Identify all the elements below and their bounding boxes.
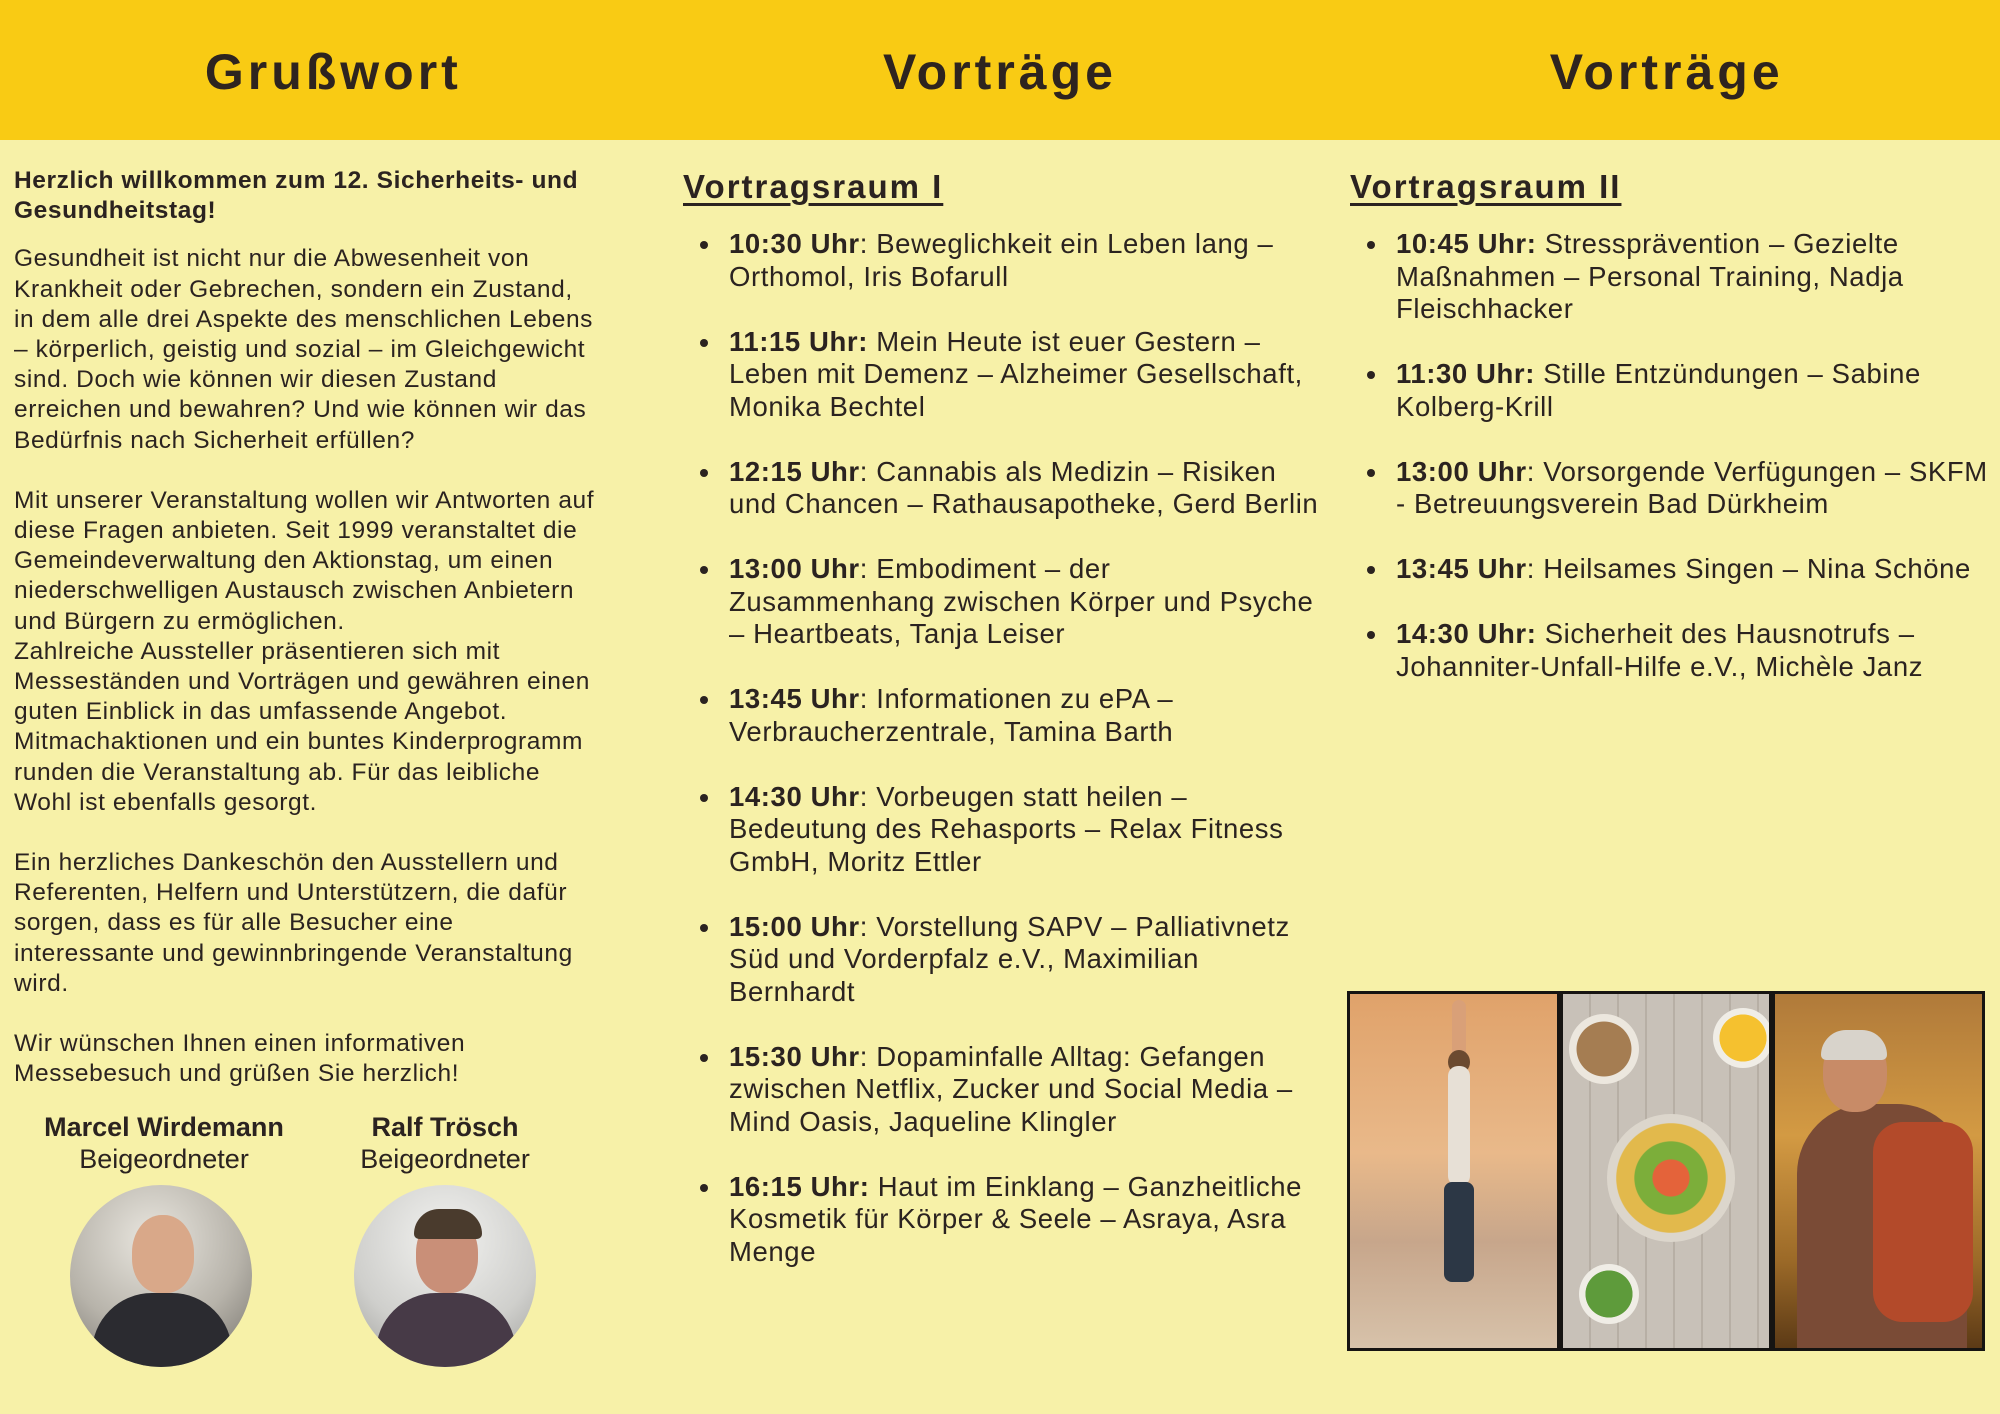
- talk-description: Sicherheit des Hausnotrufs – Johanniter-Unfall-Hilfe e.V., Michèle Janz: [1396, 618, 1924, 682]
- talk-description: Mein Heute ist euer Gestern – Leben mit Demenz – Alzheimer Gesellschaft, Monika Bechtel: [729, 325, 1303, 422]
- talk-item: [683, 326, 1323, 424]
- talk-description: : Dopaminfalle Alltag: Gefangen zwischen Netflix, Zucker und Social Media – Mind Oasis, Jaqueline Klingler: [729, 1040, 1293, 1137]
- talk-time: 10:30 Uhr: [729, 228, 860, 259]
- photo-collage: [1347, 991, 1985, 1351]
- hiker-photo: [1775, 994, 1982, 1348]
- talk-item: [683, 911, 1323, 1009]
- talk-description: : Heilsames Singen – Nina Schöne: [1526, 553, 1971, 584]
- talk-item: [1350, 358, 1990, 423]
- talk-item: [683, 781, 1323, 879]
- room2-column: [1350, 140, 1990, 716]
- yoga-photo: [1350, 994, 1557, 1348]
- food-bowl-photo: [1563, 994, 1770, 1348]
- talk-time: 13:45 Uhr: [1396, 553, 1527, 584]
- avatar-portrait: [354, 1185, 536, 1367]
- talk-description: Stille Entzündungen – Sabine Kolberg-Krill: [1396, 358, 1921, 422]
- room1-title: Vortragsraum I: [683, 168, 944, 205]
- talk-description: : Vorstellung SAPV – Palliativnetz Süd und Vorderpfalz e.V., Maximilian Bernhardt: [729, 910, 1290, 1007]
- talk-item: [1350, 456, 1990, 521]
- room1-talk-list: [683, 228, 1323, 1268]
- talk-item: [683, 1041, 1323, 1139]
- talk-item: [683, 456, 1323, 521]
- talk-time: 13:45 Uhr: [729, 683, 860, 714]
- signer-name: Ralf Trösch: [371, 1112, 519, 1143]
- room1-column: [683, 140, 1323, 1301]
- talk-time: 11:30 Uhr:: [1396, 358, 1535, 389]
- talk-time: 15:00 Uhr: [729, 910, 860, 942]
- talk-time: 11:15 Uhr:: [729, 325, 868, 357]
- heading-vortraege-1: Vorträge: [883, 44, 1117, 100]
- signer-name: Marcel Wirdemann: [44, 1112, 284, 1143]
- talk-description: : Informationen zu ePA – Verbraucherzentrale, Tamina Barth: [729, 683, 1174, 747]
- talk-time: 14:30 Uhr: [729, 780, 860, 812]
- signer-troesch: [350, 1111, 540, 1367]
- greeting-title: Herzlich willkommen zum 12. Sicherheits- und Gesundheitstag!: [14, 167, 579, 225]
- talk-description: : Beweglichkeit ein Leben lang – Orthomol, Iris Bofarull: [729, 228, 1274, 292]
- greeting-paragraph-1: Gesundheit ist nicht nur die Abwesenheit von Krankheit oder Gebrechen, sondern ein Zustand, in dem alle drei Aspekte des menschlichen Lebens – körperlich, geistig und sozial – im Gleichgewicht sind. Doch wie können wir diesen Zustand erreichen und bewahren? Und wie können wir das Bedürfnis nach Sicherheit erfüllen?: [14, 245, 594, 454]
- heading-grusswort: Grußwort: [204, 44, 462, 100]
- talk-item: [683, 553, 1323, 651]
- greeting-paragraph-4: Wir wünschen Ihnen einen informativen Messebesuch und grüßen Sie herzlich!: [14, 1030, 466, 1088]
- talk-item: [1350, 618, 1990, 683]
- signer-wirdemann: [14, 1111, 314, 1367]
- talk-item: [683, 228, 1323, 293]
- greeting-paragraph-2: Mit unserer Veranstaltung wollen wir Antworten auf diese Fragen anbieten. Seit 1999 veranstaltet die Gemeindeverwaltung den Aktionstag, um einen niederschwelligen Austausch zwischen Anbietern und Bürgern zu ermöglichen. Zahlreiche Aussteller präsentieren sich mit Messeständen und Vorträgen und gewähren einen guten Einblick in das umfassende Angebot. Mitmachaktionen und ein buntes Kinderprogramm runden die Veranstaltung ab. Für das leibliche Wohl ist ebenfalls gesorgt.: [14, 486, 595, 816]
- talk-time: 13:00 Uhr: [729, 553, 860, 584]
- talk-description: : Vorsorgende Verfügungen – SKFM - Betreuungsverein Bad Dürkheim: [1396, 455, 1988, 519]
- talk-time: 10:45 Uhr:: [1396, 228, 1537, 259]
- talk-description: : Embodiment – der Zusammenhang zwischen Körper und Psyche – Heartbeats, Tanja Leiser: [729, 553, 1314, 649]
- talk-item: [683, 683, 1323, 748]
- talk-time: 16:15 Uhr:: [729, 1170, 870, 1202]
- talk-description: Haut im Einklang – Ganzheitliche Kosmetik für Körper & Seele – Asraya, Asra Menge: [729, 1170, 1303, 1267]
- talk-time: 12:15 Uhr: [729, 455, 860, 487]
- greeting-column: [14, 140, 654, 1381]
- heading-vortraege-2: Vorträge: [1549, 44, 1784, 100]
- room2-title: Vortragsraum II: [1350, 168, 1622, 205]
- talk-description: : Cannabis als Medizin – Risiken und Chancen – Rathausapotheke, Gerd Berlin: [729, 455, 1319, 519]
- talk-item: [1350, 228, 1990, 326]
- talk-time: 15:30 Uhr: [729, 1040, 860, 1072]
- avatar-portrait: [70, 1185, 252, 1367]
- signers: [14, 1111, 654, 1381]
- room2-talk-list: [1350, 228, 1990, 683]
- talk-time: 13:00 Uhr: [1396, 455, 1527, 487]
- talk-description: Stressprävention – Gezielte Maßnahmen – Personal Training, Nadja Fleischhacker: [1396, 228, 1904, 324]
- header-bar: [0, 0, 2000, 140]
- signer-role: Beigeordneter: [360, 1144, 530, 1175]
- greeting-paragraph-3: Ein herzliches Dankeschön den Ausstellern und Referenten, Helfern und Unterstützern, die dafür sorgen, dass es für alle Besucher eine interessante und gewinnbringende Veranstaltung wird.: [14, 849, 573, 997]
- talk-description: : Vorbeugen statt heilen – Bedeutung des Rehasports – Relax Fitness GmbH, Moritz Ettler: [729, 780, 1284, 877]
- talk-time: 14:30 Uhr:: [1396, 618, 1537, 649]
- talk-item: [683, 1171, 1323, 1269]
- signer-role: Beigeordneter: [79, 1144, 249, 1175]
- talk-item: [1350, 553, 1990, 586]
